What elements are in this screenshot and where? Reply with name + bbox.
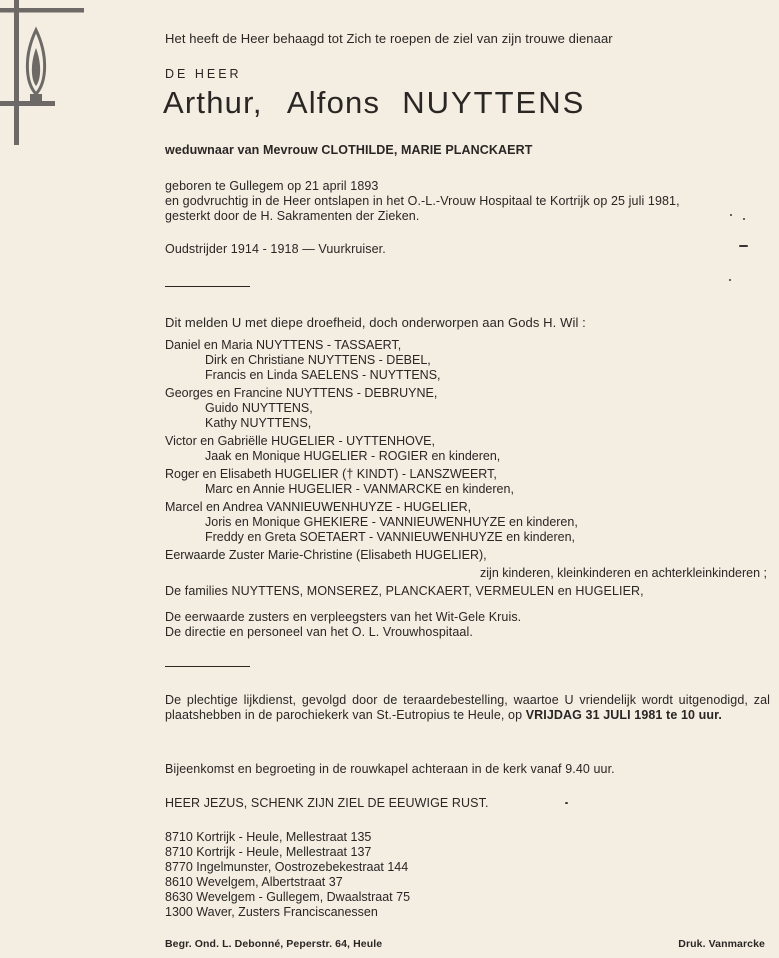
- family-row: Dirk en Christiane NUYTTENS - DEBEL,: [205, 353, 431, 367]
- family-row: Marc en Annie HUGELIER - VANMARCKE en kinderen,: [205, 482, 514, 496]
- prayer-line: HEER JEZUS, SCHENK ZIJN ZIEL DE EEUWIGE RUST.: [165, 796, 489, 810]
- family-row: Francis en Linda SAELENS - NUYTTENS,: [205, 368, 441, 382]
- intro-text: Het heeft de Heer behaagd tot Zich te roepen de ziel van zijn trouwe dienaar: [165, 31, 613, 46]
- printer-credit: Druk. Vanmarcke: [678, 938, 765, 950]
- family-row: Kathy NUYTTENS,: [205, 416, 312, 430]
- family-row: Marcel en Andrea VANNIEUWENHUYZE - HUGELIER,: [165, 500, 472, 514]
- families-line: De families NUYTTENS, MONSEREZ, PLANCKAERT, VERMEULEN en HUGELIER,: [165, 584, 644, 598]
- cross-with-flame-icon: [0, 0, 90, 150]
- family-row: Daniel en Maria NUYTTENS - TASSAERT,: [165, 338, 402, 352]
- family-row: Eerwaarde Zuster Marie-Christine (Elisabeth HUGELIER),: [165, 548, 487, 562]
- sisters-lines: [165, 610, 521, 640]
- family-row: Joris en Monique GHEKIERE - VANNIEUWENHUYZE en kinderen,: [205, 515, 578, 529]
- family-list: [165, 338, 775, 581]
- print-speck: [739, 245, 748, 247]
- address-line: 8630 Wevelgem - Gullegem, Dwaalstraat 75: [165, 890, 411, 904]
- deceased-surname: NUYTTENS: [402, 85, 586, 120]
- bio-line: gesterkt door de H. Sakramenten der Zieken.: [165, 209, 420, 223]
- print-speck: [730, 214, 732, 216]
- gathering-line: Bijeenkomst en begroeting in de rouwkapel achteraan in de kerk vanaf 9.40 uur.: [165, 762, 615, 776]
- print-speck: [729, 279, 731, 281]
- family-row: Guido NUYTTENS,: [205, 401, 313, 415]
- title-prefix: DE HEER: [165, 67, 242, 81]
- address-line: 8770 Ingelmunster, Oostrozebekestraat 144: [165, 860, 409, 874]
- sisters-line: De directie en personeel van het O. L. Vrouwhospitaal.: [165, 625, 473, 639]
- sisters-line: De eerwaarde zusters en verpleegsters van het Wit-Gele Kruis.: [165, 610, 522, 624]
- undertaker-credit: Begr. Ond. L. Debonné, Peperstr. 64, Heule: [165, 938, 383, 950]
- deceased-given-names: Arthur, Alfons: [163, 85, 381, 120]
- address-line: 8610 Wevelgem, Albertstraat 37: [165, 875, 343, 889]
- bio-line: geboren te Gullegem op 21 april 1893: [165, 179, 379, 193]
- family-row: Freddy en Greta SOETAERT - VANNIEUWENHUYZE en kinderen,: [205, 530, 576, 544]
- veteran-line: Oudstrijder 1914 - 1918 — Vuurkruiser.: [165, 242, 386, 256]
- deceased-name: [163, 85, 585, 121]
- biography: [165, 179, 680, 224]
- service-text: [165, 693, 770, 723]
- address-line: 8710 Kortrijk - Heule, Mellestraat 137: [165, 845, 372, 859]
- address-line: 8710 Kortrijk - Heule, Mellestraat 135: [165, 830, 372, 844]
- divider: [165, 286, 250, 287]
- family-row: Georges en Francine NUYTTENS - DEBRUYNE,: [165, 386, 438, 400]
- divider: [165, 666, 250, 667]
- print-speck: [743, 218, 745, 220]
- announcement: Dit melden U met diepe droefheid, doch onderworpen aan Gods H. Wil :: [165, 315, 586, 330]
- bio-line: en godvruchtig in de Heer ontslapen in het O.-L.-Vrouw Hospitaal te Kortrijk op 25 juli 1981,: [165, 194, 680, 208]
- print-speck: [565, 802, 568, 804]
- family-row: Victor en Gabriëlle HUGELIER - UYTTENHOVE,: [165, 434, 435, 448]
- family-row: zijn kinderen, kleinkinderen en achterkleinkinderen ;: [480, 566, 767, 580]
- widower-line: weduwnaar van Mevrouw CLOTHILDE, MARIE PLANCKAERT: [165, 143, 533, 157]
- family-row: Roger en Elisabeth HUGELIER († KINDT) - LANSZWEERT,: [165, 467, 497, 481]
- family-row: Jaak en Monique HUGELIER - ROGIER en kinderen,: [205, 449, 501, 463]
- address-line: 1300 Waver, Zusters Franciscanessen: [165, 905, 378, 919]
- service-body: De plechtige lijkdienst, gevolgd door de teraardebestelling, waartoe U vriendelijk wordt uitgenodigd, zal plaatshebben in de parochiekerk van St.-Eutropius te Heule, op: [165, 693, 770, 722]
- service-date: VRIJDAG 31 JULI 1981 te 10 uur.: [525, 708, 722, 722]
- address-list: [165, 830, 410, 920]
